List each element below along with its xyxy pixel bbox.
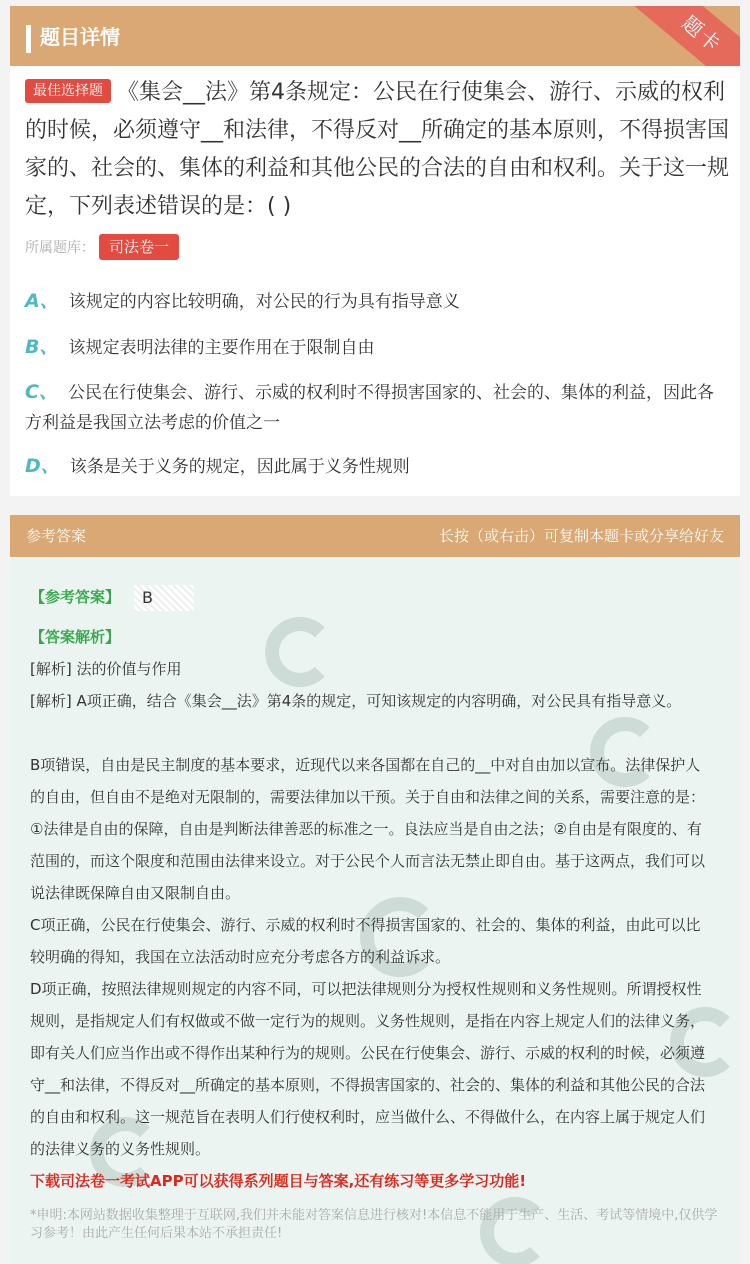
analysis-paragraph: D项正确，按照法律规则规定的内容不同，可以把法律规则分为授权性规则和义务性规则。所谓授权性规则，是指规定人们有权做或不做一定行为的规则。义务性规则，是指在内容上规定人们的法律义务，即有关人们应当作出或不得作出某种行为的规则。公民在行使集会、游行、示威的权利的时候，必须遵守__和法律，不得反对__所确定的基本原则，不得损害国家的、社会的、集体的利益和其他公民的合法的自由和权利。这一规范旨在表明人们行使权利时，应当做什么、不得做什么，在内容上属于规定人们的法律义务的义务性规则。 (30, 980, 706, 1158)
option-b[interactable] (25, 332, 725, 363)
option-c[interactable] (25, 377, 725, 438)
answer-header-title: 参考答案 (26, 527, 87, 545)
answer-body (10, 557, 740, 1264)
detail-header (10, 6, 740, 66)
option-d[interactable] (25, 451, 725, 482)
analysis-paragraph: [解析] 法的价值与作用 (30, 660, 182, 678)
option-letter: D、 (25, 455, 60, 477)
share-hint[interactable]: 长按（或右击）可复制本题卡或分享给好友 (438, 527, 724, 545)
option-text: 该规定的内容比较明确，对公民的行为具有指导意义 (68, 292, 460, 312)
source-label: 所属题库： (25, 240, 95, 256)
option-letter: C、 (25, 381, 58, 403)
option-letter: B、 (25, 336, 59, 358)
header-accent-bar (26, 25, 31, 53)
option-text: 该规定表明法律的主要作用在于限制自由 (68, 338, 375, 358)
analysis-paragraph: [解析] A项正确，结合《集会__法》第4条的规定，可知该规定的内容明确，对公民具有指导意义。 (30, 692, 682, 710)
option-a[interactable] (25, 286, 725, 317)
question-stem: 《集会__法》第4条规定：公民在行使集会、游行、示威的权利的时候，必须遵守__和法律，不得反对__所确定的基本原则，不得损害国家的、社会的、集体的利益和其他公民的合法的自由和权利。关于这一规定，下列表述错误的是：( ) (25, 80, 730, 219)
page-title: 题目详情 (40, 25, 120, 49)
disclaimer: *申明:本网站数据收集整理于互联网,我们并未能对答案信息进行核对!本信息不能用于生产、生活、考试等情境中,仅供学习参考！由此产生任何后果本站不承担责任! (30, 1208, 718, 1241)
question-card (10, 66, 740, 496)
answer-label: 【参考答案】 (30, 588, 121, 606)
question-type-badge: 最佳选择题 (25, 79, 111, 103)
option-text: 公民在行使集会、游行、示威的权利时不得损害国家的、社会的、集体的利益，因此各方利益是我国立法考虑的价值之一 (25, 383, 714, 433)
analysis-paragraph: B项错误，自由是民主制度的基本要求，近现代以来各国都在自己的__中对自由加以宣布。法律保护人的自由，但自由不是绝对无限制的，需要法律加以干预。关于自由和法律之间的关系，需要注意的是：①法律是自由的保障，自由是判断法律善恶的标准之一。良法应当是自由之法；②自由是有限度的、有范围的，而这个限度和范围由法律来设立。对于公民个人而言法无禁止即自由。基于这两点，我们可以说法律既保障自由又限制自由。 (30, 756, 706, 902)
question-source (25, 234, 185, 260)
question-text-block (25, 74, 730, 226)
option-letter: A、 (25, 290, 59, 312)
option-text: 该条是关于义务的规定，因此属于义务性规则 (69, 457, 410, 477)
source-badge[interactable]: 司法卷一 (99, 234, 179, 260)
corner-tag: 题卡 (627, 6, 740, 66)
answer-header (10, 515, 740, 557)
app-download-promo[interactable]: 下载司法卷一考试APP可以获得系列题目与答案,还有练习等更多学习功能! (30, 1172, 527, 1190)
analysis-label: 【答案解析】 (30, 628, 121, 646)
answer-value: B (134, 585, 194, 611)
analysis-paragraph: C项正确，公民在行使集会、游行、示威的权利时不得损害国家的、社会的、集体的利益，由此可以比较明确的得知，我国在立法活动时应充分考虑各方的利益诉求。 (30, 916, 701, 966)
